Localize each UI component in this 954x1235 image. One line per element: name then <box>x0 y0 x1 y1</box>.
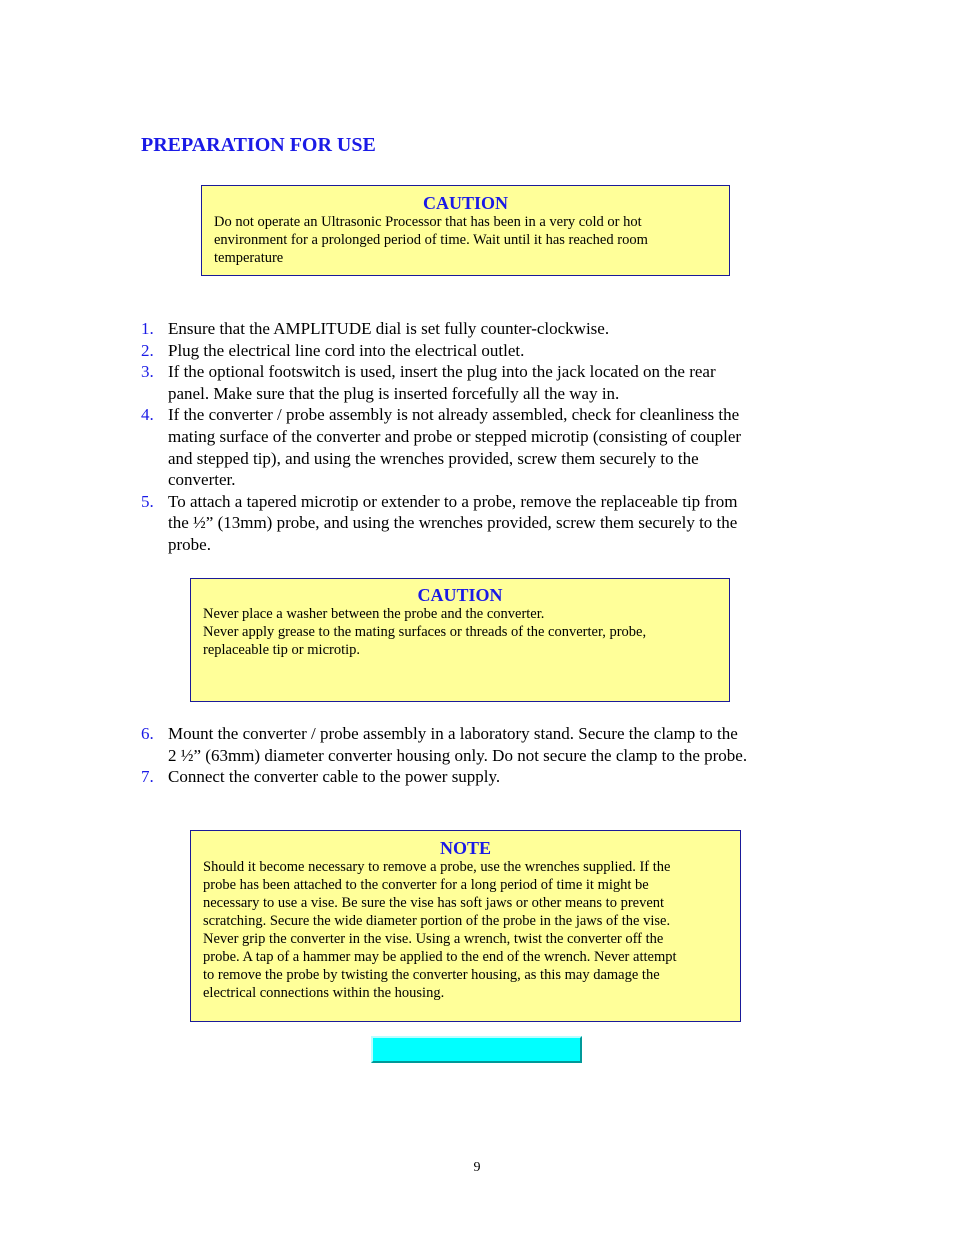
step-text-line: If the converter / probe assembly is not already assembled, check for cleanliness the <box>168 405 740 425</box>
page-number: 9 <box>473 1160 481 1175</box>
caution-text-line: Do not operate an Ultrasonic Processor that has been in a very cold or hot <box>214 214 642 230</box>
step-number: 3. <box>141 362 154 382</box>
step-text-line: To attach a tapered microtip or extender to a probe, remove the replaceable tip from <box>168 491 738 511</box>
note-text-line: necessary to use a vise. Be sure the vise has soft jaws or other means to prevent <box>203 895 665 911</box>
caution-text-line: Never place a washer between the probe and the converter. <box>203 606 545 622</box>
note-text-line: probe has been attached to the converter for a long period of time it might be <box>203 877 649 893</box>
note-text-line: Should it become necessary to remove a probe, use the wrenches supplied. If the <box>203 859 671 875</box>
step-text-line: the ½” (13mm) probe, and using the wrenches provided, screw them securely to the <box>168 513 738 533</box>
step-number: 6. <box>141 724 154 743</box>
note-text-line: Never grip the converter in the vise. Using a wrench, twist the converter off the <box>203 931 664 947</box>
step-item <box>141 491 816 556</box>
step-number: 7. <box>141 767 154 787</box>
step-text: Ensure that the AMPLITUDE dial is set fully counter-clockwise. <box>168 319 610 338</box>
step-text: Connect the converter cable to the power supply. <box>168 767 501 787</box>
step-number: 4. <box>141 405 154 425</box>
note-text-line: to remove the probe by twisting the converter housing, as this may damage the <box>203 967 660 983</box>
step-text-line: Mount the converter / probe assembly in a laboratory stand. Secure the clamp to the <box>168 724 738 743</box>
page-title: PREPARATION FOR USE <box>141 134 376 156</box>
step-item <box>141 361 816 404</box>
step-number: 2. <box>141 340 154 360</box>
step-text-line: 2 ½” (63mm) diameter converter housing only. Do not secure the clamp to the probe. <box>168 745 748 765</box>
caution-text-line: Never apply grease to the mating surfaces or threads of the converter, probe, <box>203 624 647 640</box>
step-text-line: mating surface of the converter and probe or stepped microtip (consisting of coupler <box>168 426 742 446</box>
note-text-line: electrical connections within the housing. <box>203 985 445 1001</box>
caution-title: CAUTION <box>417 585 503 605</box>
preparation-steps-list-continued <box>141 723 816 788</box>
step-text-line: If the optional footswitch is used, insert the plug into the jack located on the rear <box>168 362 716 382</box>
step-item <box>141 340 816 362</box>
step-text: Plug the electrical line cord into the electrical outlet. <box>168 340 525 360</box>
step-item <box>141 766 816 788</box>
step-text-line: and stepped tip), and using the wrenches provided, screw them securely to the <box>168 448 699 468</box>
step-item <box>141 404 816 490</box>
note-title: NOTE <box>439 838 491 858</box>
navigation-button[interactable] <box>371 1036 582 1063</box>
step-number: 1. <box>141 319 154 338</box>
preparation-steps-list <box>141 318 816 556</box>
step-number: 5. <box>141 491 154 511</box>
note-text-line: probe. A tap of a hammer may be applied to the end of the wrench. Never attempt <box>203 949 677 965</box>
step-text-line: converter. <box>168 470 236 490</box>
note-text-line: scratching. Secure the wide diameter portion of the probe in the jaws of the vise. <box>203 913 671 929</box>
step-text-line: panel. Make sure that the plug is inserted forcefully all the way in. <box>168 383 620 403</box>
caution-box-assembly <box>190 578 730 702</box>
note-box-probe-removal <box>190 830 741 1022</box>
step-text-line: probe. <box>168 534 211 554</box>
step-item <box>141 723 816 766</box>
caution-title: CAUTION <box>422 193 508 213</box>
caution-text-line: temperature <box>214 250 284 266</box>
caution-box-temperature <box>201 185 730 276</box>
caution-text-line: replaceable tip or microtip. <box>203 642 361 658</box>
step-item <box>141 318 816 340</box>
caution-text-line: environment for a prolonged period of time. Wait until it has reached room <box>214 232 648 248</box>
